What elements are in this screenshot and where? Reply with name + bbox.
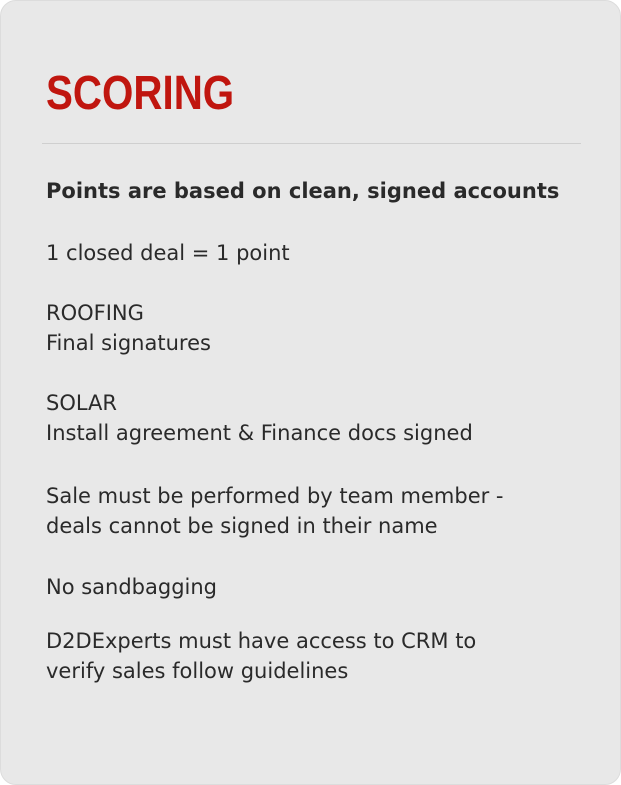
crm-rule-line2: verify sales follow guidelines	[46, 659, 349, 683]
points-rule: 1 closed deal = 1 point	[46, 241, 290, 265]
scoring-title: SCORING	[46, 67, 235, 120]
solar-heading: SOLAR	[46, 391, 117, 415]
roofing-requirement: Final signatures	[46, 331, 211, 355]
roofing-heading: ROOFING	[46, 301, 144, 325]
solar-requirement: Install agreement & Finance docs signed	[46, 421, 473, 445]
sandbagging-rule: No sandbagging	[46, 575, 218, 599]
crm-rule-line1: D2DExperts must have access to CRM to	[46, 629, 477, 653]
title-divider	[42, 143, 581, 144]
team-member-rule-line1: Sale must be performed by team member -	[46, 484, 504, 508]
scoring-subtitle: Points are based on clean, signed accounts	[46, 179, 560, 203]
team-member-rule-line2: deals cannot be signed in their name	[46, 514, 438, 538]
